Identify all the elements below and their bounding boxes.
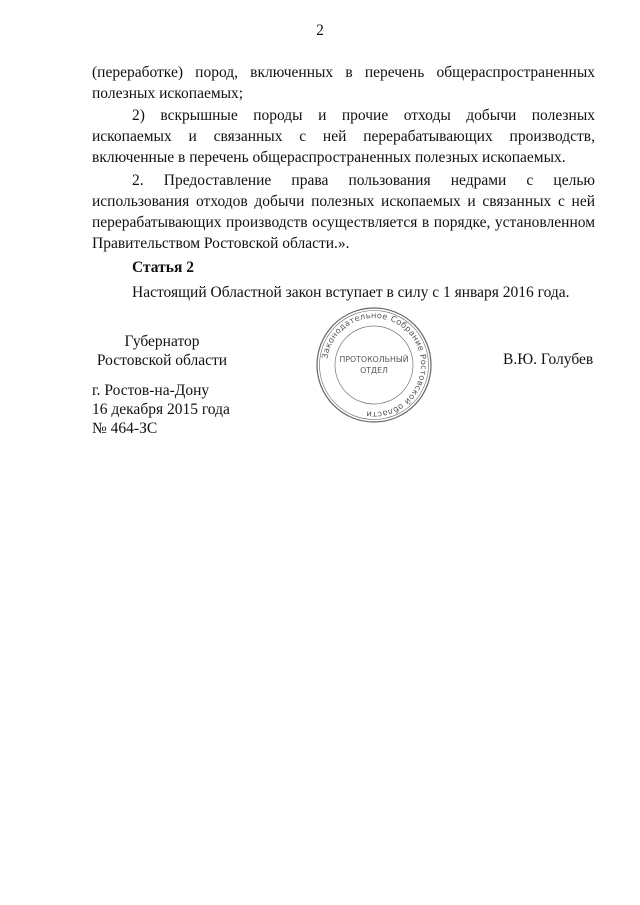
paragraph-2: 2) вскрышные породы и прочие отходы добычи полезных ископаемых и связанных с ней перерабатывающих производств, включенные в перечень общераспространенных полезных ископаемых. <box>92 107 595 166</box>
body-text-2 <box>92 105 595 168</box>
article-title: Статья 2 <box>132 259 194 276</box>
governor-title-line-2: Ростовской области <box>96 352 228 369</box>
seal-center-line-1: ПРОТОКОЛЬНЫЙ <box>339 355 409 364</box>
law-number: № 464-ЗС <box>92 420 158 437</box>
seal-center-line-2: ОТДЕЛ <box>360 366 388 375</box>
body-text <box>92 62 595 104</box>
paragraph-1: (переработке) пород, включенных в перечень общераспространенных полезных ископаемых; <box>92 64 595 102</box>
governor-title-line-1: Губернатор <box>124 333 200 350</box>
seal-ring-text: Законодательное Собрание Ростовской области <box>319 309 430 421</box>
place-date-number <box>92 381 230 438</box>
city: г. Ростов-на-Дону <box>92 382 210 399</box>
date: 16 декабря 2015 года <box>92 401 230 418</box>
official-seal-stamp <box>314 305 434 425</box>
body-text-3 <box>92 170 595 254</box>
signatory-name: В.Ю. Голубев <box>503 351 594 368</box>
page-number: 2 <box>316 22 324 39</box>
governor-title <box>92 332 232 370</box>
paragraph-3: 2. Предоставление права пользования недрами с целью использования отходов добычи полезных ископаемых и связанных с ней перерабатывающих производств осуществляется в порядке, установленном Правительством Ростовской области.». <box>92 172 595 252</box>
article-text: Настоящий Областной закон вступает в силу с 1 января 2016 года. <box>132 284 570 301</box>
